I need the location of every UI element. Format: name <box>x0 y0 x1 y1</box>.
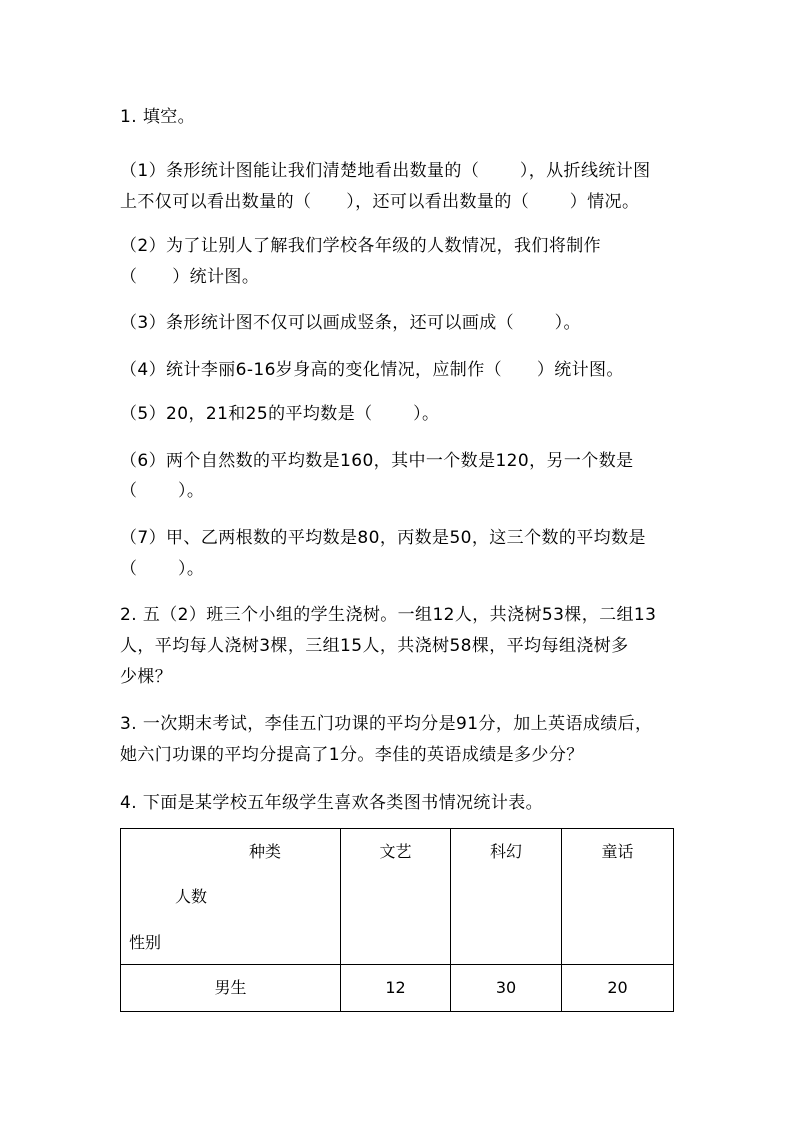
boys-literature-value: 12 <box>385 978 406 997</box>
table-header-cell <box>562 829 674 965</box>
corner-label-category: 种类 <box>249 842 282 861</box>
corner-label-count: 人数 <box>175 887 208 906</box>
header-fairytale: 童话 <box>601 842 634 861</box>
q1-line-8: （6）两个自然数的平均数是160，其中一个数是120，另一个数是 <box>120 451 634 471</box>
q1-line-3: （2）为了让别人了解我们学校各年级的人数情况，我们将制作 <box>120 236 602 256</box>
book-preference-table <box>120 828 674 1012</box>
q1-line-10: （7）甲、乙两根数的平均数是80，丙数是50，这三个数的平均数是 <box>120 528 646 548</box>
corner-label-gender: 性别 <box>129 933 162 952</box>
header-scifi: 科幻 <box>489 842 522 861</box>
q1-line-4: （ ）统计图。 <box>120 267 260 287</box>
question-4-title: 4. 下面是某学校五年级学生喜欢各类图书情况统计表。 <box>120 793 544 813</box>
header-literature: 文艺 <box>379 842 412 861</box>
question-2-line-2: 人，平均每人浇树3棵，三组15人，共浇树58棵，平均每组浇树多 <box>120 636 629 656</box>
table-corner-cell <box>121 829 341 965</box>
q1-line-9: （ ）。 <box>120 481 205 501</box>
question-3-line-1: 3. 一次期末考试，李佳五门功课的平均分是91分，加上英语成绩后， <box>120 714 653 734</box>
q1-line-11: （ ）。 <box>120 559 205 579</box>
q1-line-6: （4）统计李丽6-16岁身高的变化情况，应制作（ ）统计图。 <box>120 360 624 380</box>
table-header-cell <box>341 829 451 965</box>
q1-line-7: （5）20，21和25的平均数是（ ）。 <box>120 404 440 424</box>
table-row <box>121 965 674 1012</box>
table-cell <box>562 965 674 1012</box>
table-row-label <box>121 965 341 1012</box>
q1-line-5: （3）条形统计图不仅可以画成竖条，还可以画成（ ）。 <box>120 313 581 333</box>
table-cell <box>451 965 562 1012</box>
question-2-line-3: 少棵？ <box>120 667 173 687</box>
boys-scifi-value: 30 <box>495 978 517 997</box>
question-1-title: 1. 填空。 <box>120 107 196 127</box>
boys-fairytale-value: 20 <box>607 978 628 997</box>
q1-line-2: 上不仅可以看出数量的（ ），还可以看出数量的（ ）情况。 <box>120 192 640 212</box>
table-header-row <box>121 829 674 965</box>
q1-line-1: （1）条形统计图能让我们清楚地看出数量的（ ），从折线统计图 <box>120 161 651 181</box>
question-3-line-2: 她六门功课的平均分提高了1分。李佳的英语成绩是多少分？ <box>120 745 584 765</box>
table-header-cell <box>451 829 562 965</box>
table-cell <box>341 965 451 1012</box>
row-label-boys: 男生 <box>214 978 247 997</box>
question-2-line-1: 2. 五（2）班三个小组的学生浇树。一组12人，共浇树53棵，二组13 <box>120 605 657 625</box>
